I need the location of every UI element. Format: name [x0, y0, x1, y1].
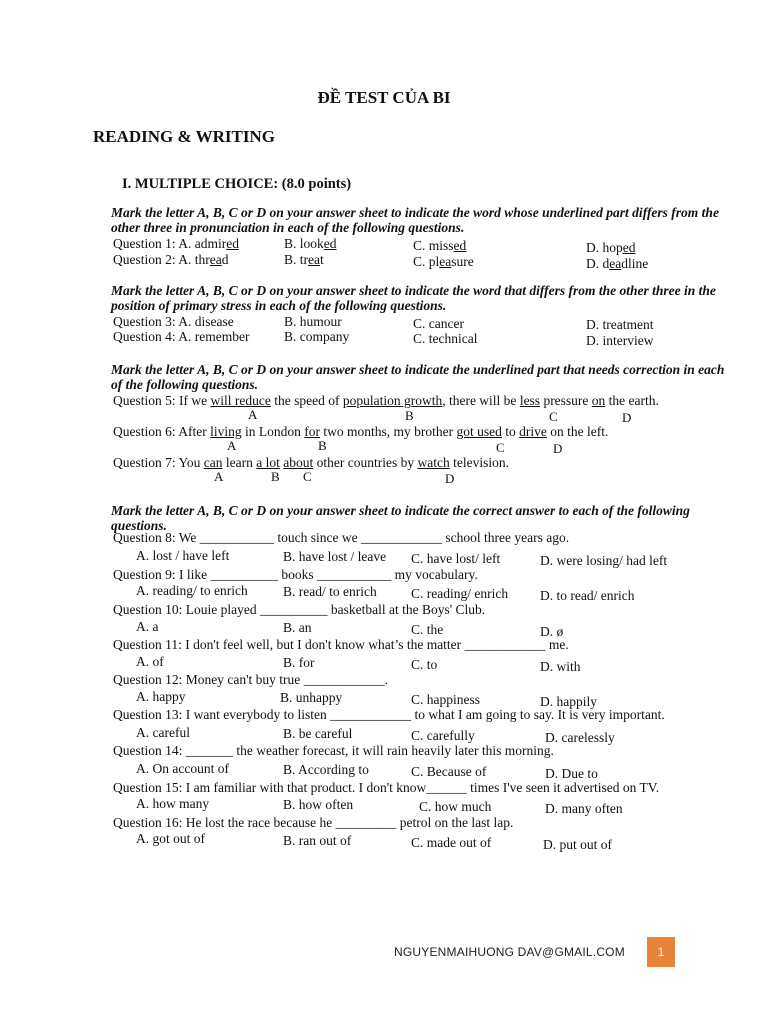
- question-10-option-b: B. an: [283, 620, 312, 635]
- question-9-option-d: D. to read/ enrich: [540, 588, 635, 603]
- question-14-option-b: B. According to: [283, 762, 369, 777]
- question-3: Question 3: A. disease: [113, 314, 234, 329]
- question-12-option-a: A. happy: [136, 689, 186, 704]
- question-4: Question 4: A. remember: [113, 329, 250, 344]
- q5-marker-a: A: [248, 407, 258, 422]
- question-1: Question 1: A. admired: [113, 236, 239, 251]
- instruction-pronunciation: Mark the letter A, B, C or D on your answer sheet to indicate the word whose underlined part differs from the other three in pronunciation in each of the following questions.: [111, 205, 719, 235]
- document-title: ĐỀ TEST CỦA BI: [317, 88, 451, 107]
- question-12-option-d: D. happily: [540, 694, 597, 709]
- q6-marker-d: D: [553, 441, 563, 456]
- question-15: Question 15: I am familiar with that product. I don't know______ times I've seen it advertised on TV.: [113, 780, 660, 795]
- question-4-option-b: B. company: [284, 329, 350, 344]
- question-10-option-c: C. the: [411, 622, 444, 637]
- question-8: Question 8: We ___________ touch since we ____________ school three years ago.: [113, 530, 570, 545]
- question-11-option-d: D. with: [540, 659, 581, 674]
- q7-marker-c: C: [303, 469, 312, 484]
- question-4-option-d: D. interview: [586, 333, 654, 348]
- question-8-option-c: C. have lost/ left: [411, 551, 501, 566]
- question-16-option-c: C. made out of: [411, 835, 492, 850]
- question-15-option-c: C. how much: [419, 799, 492, 814]
- question-16: Question 16: He lost the race because he _________ petrol on the last lap.: [113, 815, 514, 830]
- question-12-option-b: B. unhappy: [280, 690, 343, 705]
- question-14-option-c: C. Because of: [411, 764, 487, 779]
- question-14: Question 14: _______ the weather forecast, it will rain heavily later this morning.: [113, 743, 554, 758]
- question-4-option-c: C. technical: [413, 331, 478, 346]
- question-2: Question 2: A. thread: [113, 252, 229, 267]
- part-heading: I. MULTIPLE CHOICE: (8.0 points): [122, 176, 352, 192]
- q7-marker-b: B: [271, 469, 280, 484]
- question-13-option-d: D. carelessly: [545, 730, 615, 745]
- question-8-option-d: D. were losing/ had left: [540, 553, 668, 568]
- question-14-option-d: D. Due to: [545, 766, 598, 781]
- question-15-option-b: B. how often: [283, 797, 354, 812]
- question-8-option-a: A. lost / have left: [136, 548, 230, 563]
- question-13-option-b: B. be careful: [283, 726, 353, 741]
- q7-marker-a: A: [214, 469, 224, 484]
- question-11-option-a: A. of: [136, 654, 164, 669]
- q6-marker-b: B: [318, 438, 327, 453]
- instruction-correction: Mark the letter A, B, C or D on your answer sheet to indicate the underlined part that needs correction in each of the following questions.: [111, 362, 725, 392]
- question-2-option-c: C. pleasure: [413, 254, 474, 269]
- question-1-option-b: B. looked: [284, 236, 337, 251]
- question-3-option-c: C. cancer: [413, 316, 464, 331]
- question-1-option-c: C. missed: [413, 238, 467, 253]
- question-9-option-a: A. reading/ to enrich: [136, 583, 248, 598]
- question-16-option-b: B. ran out of: [283, 833, 352, 848]
- instruction-stress: Mark the letter A, B, C or D on your answer sheet to indicate the word that differs from the other three in the position of primary stress in each of the following questions.: [111, 283, 716, 313]
- question-3-option-b: B. humour: [284, 314, 342, 329]
- q5-marker-d: D: [622, 410, 632, 425]
- q7-marker-d: D: [445, 471, 455, 486]
- question-16-option-d: D. put out of: [543, 837, 612, 852]
- question-6: Question 6: After living in London for two months, my brother got used to drive on the left.: [113, 424, 609, 439]
- question-3-option-d: D. treatment: [586, 317, 654, 332]
- question-2-option-b: B. treat: [284, 252, 324, 267]
- instruction-answer: Mark the letter A, B, C or D on your answer sheet to indicate the correct answer to each of the following questions.: [111, 503, 690, 533]
- question-7: Question 7: You can learn a lot about other countries by watch television.: [113, 455, 509, 470]
- footer-email: NGUYENMAIHUONG DAV@GMAIL.COM: [394, 945, 625, 959]
- question-10-option-d: D. ø: [540, 624, 564, 639]
- question-13: Question 13: I want everybody to listen ____________ to what I am going to say. It is very important.: [113, 707, 665, 722]
- question-13-option-c: C. carefully: [411, 728, 475, 743]
- section-heading: READING & WRITING: [93, 127, 275, 146]
- question-11: Question 11: I don't feel well, but I don't know what’s the matter ____________ me.: [113, 637, 569, 652]
- question-11-option-c: C. to: [411, 657, 438, 672]
- question-1-option-d: D. hoped: [586, 240, 636, 255]
- question-9-option-c: C. reading/ enrich: [411, 586, 509, 601]
- question-13-option-a: A. careful: [136, 725, 190, 740]
- question-10-option-a: A. a: [136, 619, 159, 634]
- q6-marker-a: A: [227, 438, 237, 453]
- question-16-option-a: A. got out of: [136, 831, 205, 846]
- question-8-option-b: B. have lost / leave: [283, 549, 387, 564]
- question-12: Question 12: Money can't buy true ____________.: [113, 672, 389, 687]
- question-14-option-a: A. On account of: [136, 761, 229, 776]
- question-2-option-d: D. deadline: [586, 256, 649, 271]
- page-number-badge: 1: [647, 937, 675, 967]
- question-9: Question 9: I like __________ books ___________ my vocabulary.: [113, 567, 478, 582]
- q6-marker-c: C: [496, 440, 505, 455]
- q5-marker-b: B: [405, 408, 414, 423]
- question-15-option-a: A. how many: [136, 796, 210, 811]
- question-10: Question 10: Louie played __________ basketball at the Boys' Club.: [113, 602, 486, 617]
- question-9-option-b: B. read/ to enrich: [283, 584, 377, 599]
- question-12-option-c: C. happiness: [411, 692, 480, 707]
- question-15-option-d: D. many often: [545, 801, 623, 816]
- q5-marker-c: C: [549, 409, 558, 424]
- question-11-option-b: B. for: [283, 655, 315, 670]
- question-5: Question 5: If we will reduce the speed of population growth, there will be less pressure on the earth.: [113, 393, 659, 408]
